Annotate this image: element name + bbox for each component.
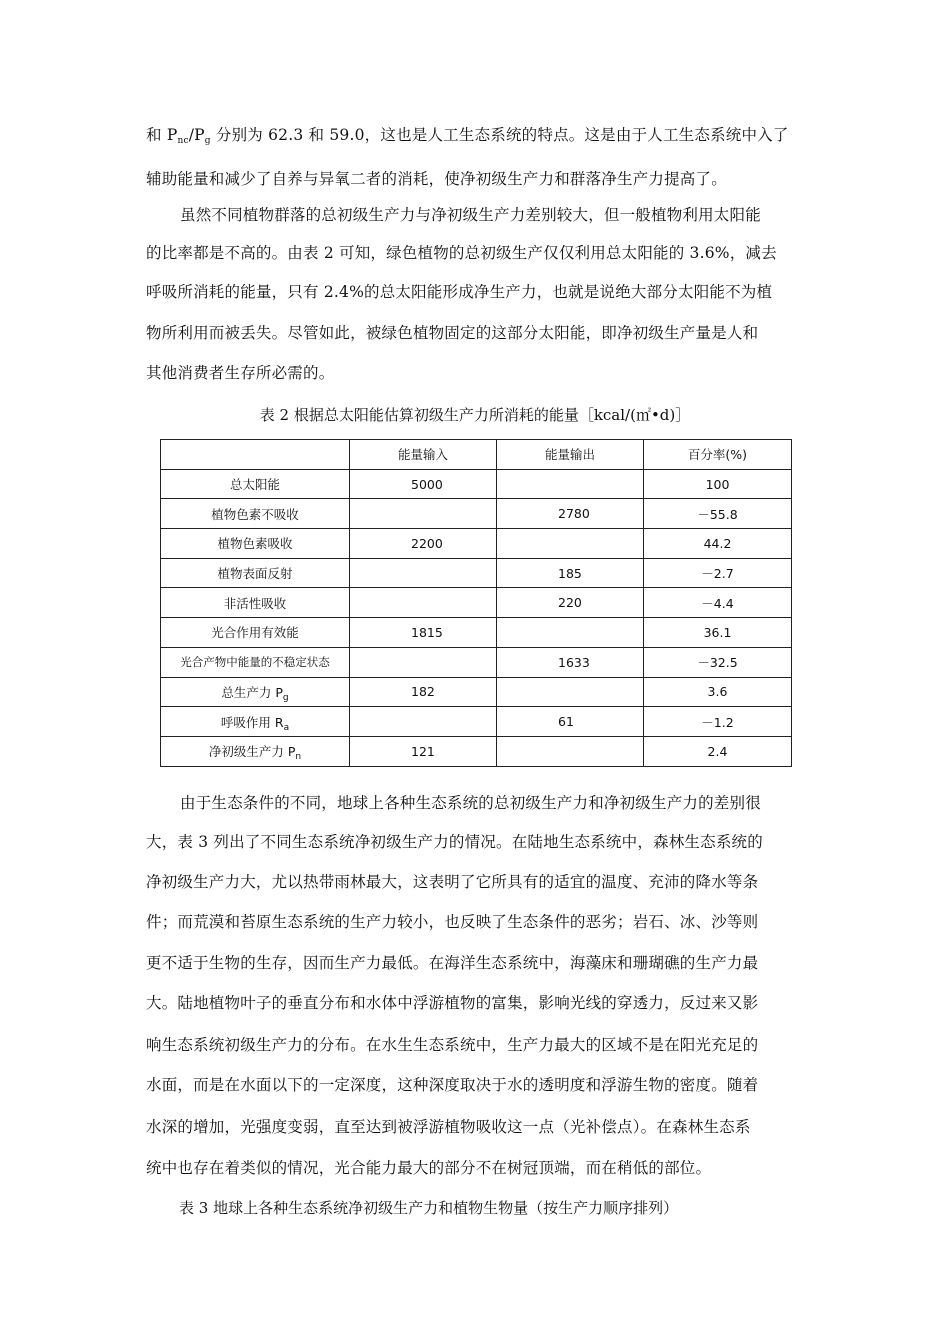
paragraph-line: 大，表 3 列出了不同生态系统净初级生产力的情况。在陆地生态系统中，森林生态系统的 [146, 833, 763, 851]
row-label: 呼吸作用 $R_a$ [161, 707, 350, 737]
row-label: 总太阳能 [161, 469, 350, 499]
percent-cell: －55.8 [644, 499, 792, 529]
percent-cell: 44.2 [644, 529, 792, 559]
percent-cell: 36.1 [644, 618, 792, 648]
paragraph-line: 的比率都是不高的。由表 2 可知，绿色植物的总初级生产仅仅利用总太阳能的 3.6%，减去 [146, 244, 777, 262]
row-label: 植物表面反射 [161, 558, 350, 588]
paragraph-line: 虽然不同植物群落的总初级生产力与净初级生产力差别较大，但一般植物利用太阳能 [180, 206, 761, 224]
output-cell: 220 [497, 588, 644, 618]
table-row [161, 469, 792, 499]
output-cell: 1633 [497, 647, 644, 677]
header-cell: 百分率(%) [644, 440, 792, 470]
row-label: 植物色素不吸收 [161, 499, 350, 529]
input-cell [350, 558, 497, 588]
row-label: 非活性吸收 [161, 588, 350, 618]
row-label: 植物色素吸收 [161, 529, 350, 559]
paragraph-line: 其他消费者生存所必需的。 [146, 364, 335, 382]
paragraph-line: 净初级生产力大，尤以热带雨林最大，这表明了它所具有的适宜的温度、充沛的降水等条 [146, 873, 759, 891]
percent-cell: －32.5 [644, 647, 792, 677]
paragraph-line: 由于生态条件的不同，地球上各种生态系统的总初级生产力和净初级生产力的差别很 [180, 794, 761, 812]
percent-cell: 100 [644, 469, 792, 499]
table-row [161, 618, 792, 648]
percent-cell: －1.2 [644, 707, 792, 737]
header-cell: 能量输出 [497, 440, 644, 470]
input-cell: 2200 [350, 529, 497, 559]
table-header-row [161, 440, 792, 470]
input-cell [350, 647, 497, 677]
header-cell [161, 440, 350, 470]
percent-cell: －4.4 [644, 588, 792, 618]
table-row [161, 647, 792, 677]
input-cell: 1815 [350, 618, 497, 648]
input-cell [350, 707, 497, 737]
output-cell [497, 677, 644, 707]
input-cell [350, 588, 497, 618]
paragraph-line: 呼吸所消耗的能量，只有 2.4%的总太阳能形成净生产力，也就是说绝大部分太阳能不为植 [146, 283, 773, 301]
output-cell [497, 736, 644, 766]
output-cell: 61 [497, 707, 644, 737]
percent-cell: 3.6 [644, 677, 792, 707]
paragraph-line: 大。陆地植物叶子的垂直分布和水体中浮游植物的富集，影响光线的穿透力，反过来又影 [146, 994, 759, 1012]
input-cell: 182 [350, 677, 497, 707]
input-cell [350, 499, 497, 529]
paragraph-line: 水深的增加，光强度变弱，直至达到被浮游植物吸收这一点（光补偿点）。在森林生态系 [146, 1118, 751, 1136]
input-cell: 5000 [350, 469, 497, 499]
row-label: 光合作用有效能 [161, 618, 350, 648]
paragraph-line: 响生态系统初级生产力的分布。在水生生态系统中，生产力最大的区域不是在阳光充足的 [146, 1036, 759, 1054]
paragraph-line: 统中也存在着类似的情况，光合能力最大的部分不在树冠顶端，而在稍低的部位。 [146, 1159, 712, 1177]
percent-cell: 2.4 [644, 736, 792, 766]
table-row [161, 558, 792, 588]
input-cell: 121 [350, 736, 497, 766]
row-label: 光合产物中能量的不稳定状态 [161, 647, 350, 677]
output-cell: 2780 [497, 499, 644, 529]
table-row [161, 529, 792, 559]
text-line: 和 $P_{nc}/P_g$ 分别为 62.3 和 59.0，这也是人工生态系统的特点。这是由于人工生态系统中入了 [146, 126, 789, 146]
table2-caption: 表 2 根据总太阳能估算初级生产力所消耗的能量［kcal/(㎡•d)］ [259, 406, 691, 424]
paragraph-line: 件；而荒漠和苔原生态系统的生产力较小，也反映了生态条件的恶劣；岩石、冰、沙等则 [146, 913, 759, 931]
paragraph-line: 更不适于生物的生存，因而生产力最低。在海洋生态系统中，海藻床和珊瑚礁的生产力最 [146, 954, 759, 972]
text-line: 辅助能量和减少了自养与异氧二者的消耗，使净初级生产力和群落净生产力提高了。 [146, 170, 727, 188]
output-cell [497, 469, 644, 499]
row-label: 净初级生产力 $P_n$ [161, 736, 350, 766]
output-cell [497, 529, 644, 559]
header-cell: 能量输入 [350, 440, 497, 470]
table-row [161, 588, 792, 618]
table-row [161, 677, 792, 707]
row-label: 总生产力 $P_g$ [161, 677, 350, 707]
table3-caption: 表 3 地球上各种生态系统净初级生产力和植物生物量（按生产力顺序排列） [179, 1199, 679, 1217]
paragraph-line: 物所利用而被丢失。尽管如此，被绿色植物固定的这部分太阳能，即净初级生产量是人和 [146, 324, 759, 342]
table-row [161, 707, 792, 737]
table-row [161, 736, 792, 766]
paragraph-line: 水面，而是在水面以下的一定深度，这种深度取决于水的透明度和浮游生物的密度。随着 [146, 1076, 759, 1094]
table-row [161, 499, 792, 529]
output-cell [497, 618, 644, 648]
output-cell: 185 [497, 558, 644, 588]
percent-cell: －2.7 [644, 558, 792, 588]
energy-table [160, 439, 792, 767]
